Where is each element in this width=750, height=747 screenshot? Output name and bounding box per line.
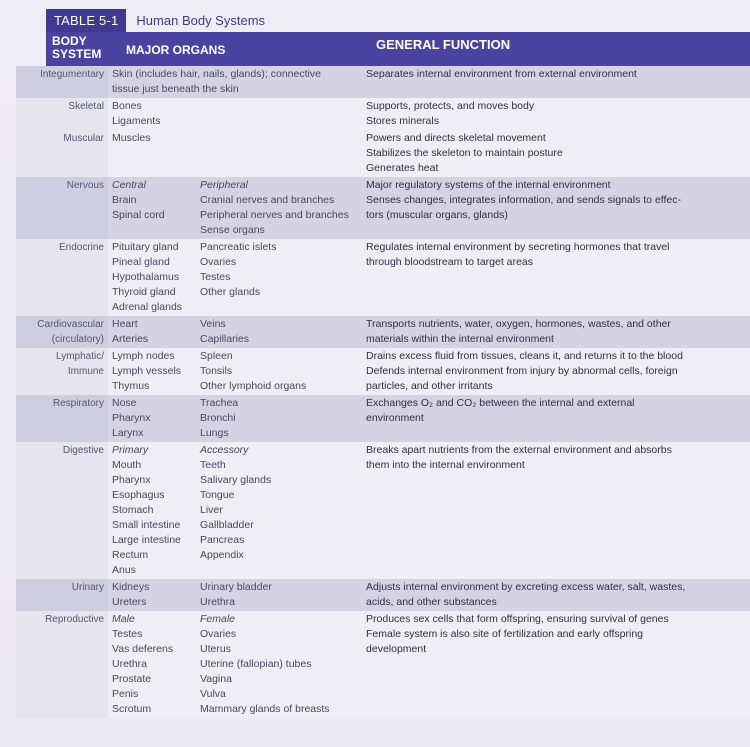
function-description	[362, 442, 750, 579]
organ-item: Capillaries	[200, 333, 250, 345]
organ-item: Uterine (fallopian) tubes	[200, 658, 312, 670]
organs-column-b	[196, 239, 362, 316]
organ-item: Arteries	[112, 333, 149, 345]
organ-item: Testes	[112, 628, 143, 640]
organ-item: Urethra	[112, 658, 148, 670]
organs-column-b	[196, 316, 362, 348]
table-row	[16, 239, 750, 316]
organ-item: Tonsils	[200, 365, 233, 377]
table-row	[16, 66, 750, 98]
organs-column-a	[108, 611, 196, 718]
function-line: Defends internal environment from injury by abnormal cells, foreign	[366, 365, 678, 377]
table-row	[16, 442, 750, 579]
organ-item: Lungs	[200, 427, 229, 439]
header-major-organs: MAJOR ORGANS	[126, 43, 226, 57]
organs-column-b	[196, 611, 362, 718]
system-name: Integumentary	[16, 66, 108, 98]
function-description	[362, 66, 750, 98]
organ-item: Pancreas	[200, 534, 245, 546]
function-line: Exchanges O₂ and CO₂ between the internal and external	[366, 397, 635, 409]
function-line: development	[366, 643, 427, 655]
organs-column-a	[108, 395, 196, 442]
organ-item: Vas deferens	[112, 643, 174, 655]
organ-item: Pharynx	[112, 474, 151, 486]
function-line: Drains excess fluid from tissues, cleans it, and returns it to the blood	[366, 350, 683, 362]
function-line: Senses changes, integrates information, and sends signals to effec-	[366, 194, 682, 206]
system-name: Urinary	[16, 579, 108, 611]
function-line: through bloodstream to target areas	[366, 256, 533, 268]
organs-column-a	[108, 177, 196, 239]
organ-item: Kidneys	[112, 581, 150, 593]
organ-item: Muscles	[112, 132, 151, 144]
organs-column-a	[108, 316, 196, 348]
organs-column-a	[108, 239, 196, 316]
organ-item: Female	[200, 613, 236, 625]
function-line: Produces sex cells that form offspring, ensuring survival of genes	[366, 613, 669, 625]
organ-item: Other glands	[200, 286, 261, 298]
organ-item: Pancreatic islets	[200, 241, 277, 253]
function-line: them into the internal environment	[366, 459, 525, 471]
function-description	[362, 395, 750, 442]
organ-item: Urinary bladder	[200, 581, 272, 593]
organ-item: Bones	[112, 100, 142, 112]
function-line: Supports, protects, and moves body	[366, 100, 535, 112]
organs-column-a	[108, 66, 362, 98]
organ-item: Peripheral	[200, 179, 248, 191]
system-name: Respiratory	[16, 395, 108, 442]
organs-column-a	[108, 579, 196, 611]
organ-item: Peripheral nerves and branches	[200, 209, 349, 221]
function-description	[362, 130, 750, 177]
header-body-system: BODY SYSTEM	[52, 34, 102, 61]
function-line: Powers and directs skeletal movement	[366, 132, 546, 144]
function-line: materials within the internal environment	[366, 333, 554, 345]
function-description	[362, 177, 750, 239]
organ-item: Appendix	[200, 549, 244, 561]
table-number: TABLE 5-1	[46, 9, 126, 32]
organs-column-a	[108, 130, 362, 177]
organ-item: Hypothalamus	[112, 271, 180, 283]
table-row	[16, 177, 750, 239]
table-row	[16, 611, 750, 718]
organ-item: Heart	[112, 318, 138, 330]
organ-item: Salivary glands	[200, 474, 272, 486]
organ-item: Scrotum	[112, 703, 152, 715]
system-name: Endocrine	[16, 239, 108, 316]
organ-item: Lymph vessels	[112, 365, 182, 377]
organ-item: Penis	[112, 688, 139, 700]
organ-item: Cranial nerves and branches	[200, 194, 335, 206]
organ-item: Skin (includes hair, nails, glands); connective	[112, 68, 321, 80]
table-row	[16, 348, 750, 395]
function-description	[362, 348, 750, 395]
organs-column-a	[108, 442, 196, 579]
function-line: acids, and other substances	[366, 596, 497, 608]
organ-item: Anus	[112, 564, 136, 576]
function-description	[362, 611, 750, 718]
organ-item: Small intestine	[112, 519, 181, 531]
system-name: Nervous	[16, 177, 108, 239]
table-row	[16, 579, 750, 611]
function-line: Regulates internal environment by secreting hormones that travel	[366, 241, 670, 253]
organs-column-a	[108, 348, 196, 395]
organ-item: Bronchi	[200, 412, 236, 424]
organs-column-b	[196, 177, 362, 239]
organ-item: Central	[112, 179, 146, 191]
function-line: Female system is also site of fertilization and early offspring	[366, 628, 644, 640]
organ-item: Stomach	[112, 504, 154, 516]
system-name: Cardiovascular (circulatory)	[16, 316, 108, 348]
function-line: Stores minerals	[366, 115, 439, 127]
organ-item: Other lymphoid organs	[200, 380, 307, 392]
organ-item: Primary	[112, 444, 149, 456]
organs-column-a	[108, 98, 362, 130]
organ-item: Gallbladder	[200, 519, 254, 531]
table-title-bar	[46, 8, 750, 32]
organ-item: Esophagus	[112, 489, 165, 501]
organ-item: Uterus	[200, 643, 231, 655]
function-line: particles, and other irritants	[366, 380, 493, 392]
function-line: tors (muscular organs, glands)	[366, 209, 508, 221]
organ-item: Rectum	[112, 549, 149, 561]
system-name: Muscular	[16, 130, 108, 177]
body-systems-table	[16, 66, 750, 718]
function-line: Major regulatory systems of the internal environment	[366, 179, 611, 191]
organ-item: Pharynx	[112, 412, 151, 424]
function-line: Generates heat	[366, 162, 439, 174]
system-name: Lymphatic/ Immune	[16, 348, 108, 395]
organ-item: Prostate	[112, 673, 152, 685]
function-description	[362, 579, 750, 611]
organ-item: Sense organs	[200, 224, 265, 236]
organ-item: Tongue	[200, 489, 235, 501]
organ-item: Vulva	[200, 688, 226, 700]
organs-column-b	[196, 442, 362, 579]
system-name: Reproductive	[16, 611, 108, 718]
organ-item: Ovaries	[200, 628, 237, 640]
function-line: Stabilizes the skeleton to maintain posture	[366, 147, 563, 159]
table-row	[16, 316, 750, 348]
organ-item: Spleen	[200, 350, 233, 362]
organs-column-b	[196, 579, 362, 611]
table-row	[16, 395, 750, 442]
organ-item: Brain	[112, 194, 137, 206]
organ-item: Teeth	[200, 459, 226, 471]
organ-item: Liver	[200, 504, 223, 516]
system-name: Digestive	[16, 442, 108, 579]
organ-item: Testes	[200, 271, 231, 283]
organ-item: Nose	[112, 397, 137, 409]
organ-item: Larynx	[112, 427, 144, 439]
organ-item: Thyroid gland	[112, 286, 176, 298]
function-description	[362, 98, 750, 130]
organ-item: Ligaments	[112, 115, 161, 127]
table-header	[46, 32, 750, 66]
organ-item: Ovaries	[200, 256, 237, 268]
function-description	[362, 316, 750, 348]
organ-item: Spinal cord	[112, 209, 165, 221]
organ-item: Accessory	[200, 444, 249, 456]
organ-item: Pineal gland	[112, 256, 170, 268]
function-line: Separates internal environment from external environment	[366, 68, 637, 80]
organs-column-b	[196, 348, 362, 395]
function-line: Transports nutrients, water, oxygen, hormones, wastes, and other	[366, 318, 671, 330]
function-line: Breaks apart nutrients from the external environment and absorbs	[366, 444, 672, 456]
table-row	[16, 98, 750, 130]
organ-item: Urethra	[200, 596, 236, 608]
organ-item: Vagina	[200, 673, 232, 685]
system-name: Skeletal	[16, 98, 108, 130]
table-row	[16, 130, 750, 177]
organ-item: Ureters	[112, 596, 147, 608]
organ-item: Thymus	[112, 380, 150, 392]
table-title: Human Body Systems	[136, 12, 266, 28]
organ-item: Adrenal glands	[112, 301, 183, 313]
organ-item: Mammary glands of breasts	[200, 703, 330, 715]
organ-item: Veins	[200, 318, 226, 330]
organ-item: Male	[112, 613, 135, 625]
function-description	[362, 239, 750, 316]
organ-item: Lymph nodes	[112, 350, 175, 362]
organ-item: Pituitary gland	[112, 241, 179, 253]
organ-item: Mouth	[112, 459, 142, 471]
function-line: environment	[366, 412, 424, 424]
organ-item: tissue just beneath the skin	[112, 83, 239, 95]
organ-item: Trachea	[200, 397, 239, 409]
organ-item: Large intestine	[112, 534, 181, 546]
organs-column-b	[196, 395, 362, 442]
function-line: Adjusts internal environment by excreting excess water, salt, wastes,	[366, 581, 686, 593]
header-general-function: GENERAL FUNCTION	[376, 37, 511, 52]
